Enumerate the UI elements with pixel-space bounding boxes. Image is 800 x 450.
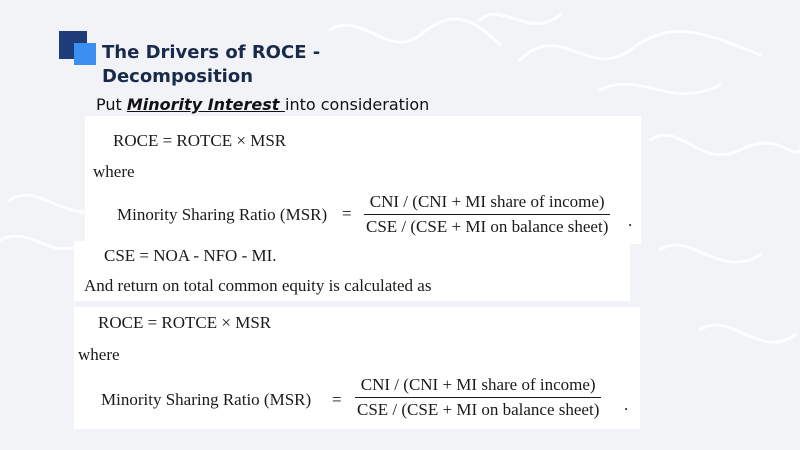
subtitle-prefix: Put (96, 95, 127, 114)
logo-square-light (74, 43, 96, 65)
msr-denominator: CSE / (CSE + MI on balance sheet) (357, 400, 600, 420)
equals-sign: = (342, 204, 352, 223)
msr-label: Minority Sharing Ratio (MSR) (101, 390, 312, 409)
msr-fraction (355, 375, 601, 420)
roce-equation: ROCE = ROTCE × MSR (113, 131, 287, 150)
msr-label: Minority Sharing Ratio (MSR) (117, 205, 328, 224)
excerpt-middle (74, 241, 630, 301)
excerpt-bottom (74, 307, 640, 429)
period: . (628, 211, 633, 230)
msr-numerator: CNI / (CNI + MI share of income) (360, 375, 596, 394)
msr-numerator: CNI / (CNI + MI share of income) (369, 192, 605, 211)
where-label: where (93, 162, 135, 181)
equals-sign: = (332, 390, 342, 409)
where-label: where (78, 345, 120, 364)
msr-denominator: CSE / (CSE + MI on balance sheet) (366, 217, 609, 237)
excerpt-top (85, 116, 641, 244)
subtitle-suffix: into consideration (285, 95, 430, 114)
subtitle-emphasis: Minority Interest (126, 95, 286, 114)
roce-equation: ROCE = ROTCE × MSR (98, 313, 272, 332)
return-sentence: And return on total common equity is calculated as (84, 276, 432, 295)
slide-title: The Drivers of ROCE - Decomposition (102, 42, 321, 87)
cse-equation: CSE = NOA - NFO - MI. (104, 246, 277, 265)
slide-subtitle (96, 94, 429, 116)
msr-fraction (364, 192, 610, 237)
period: . (624, 395, 629, 414)
